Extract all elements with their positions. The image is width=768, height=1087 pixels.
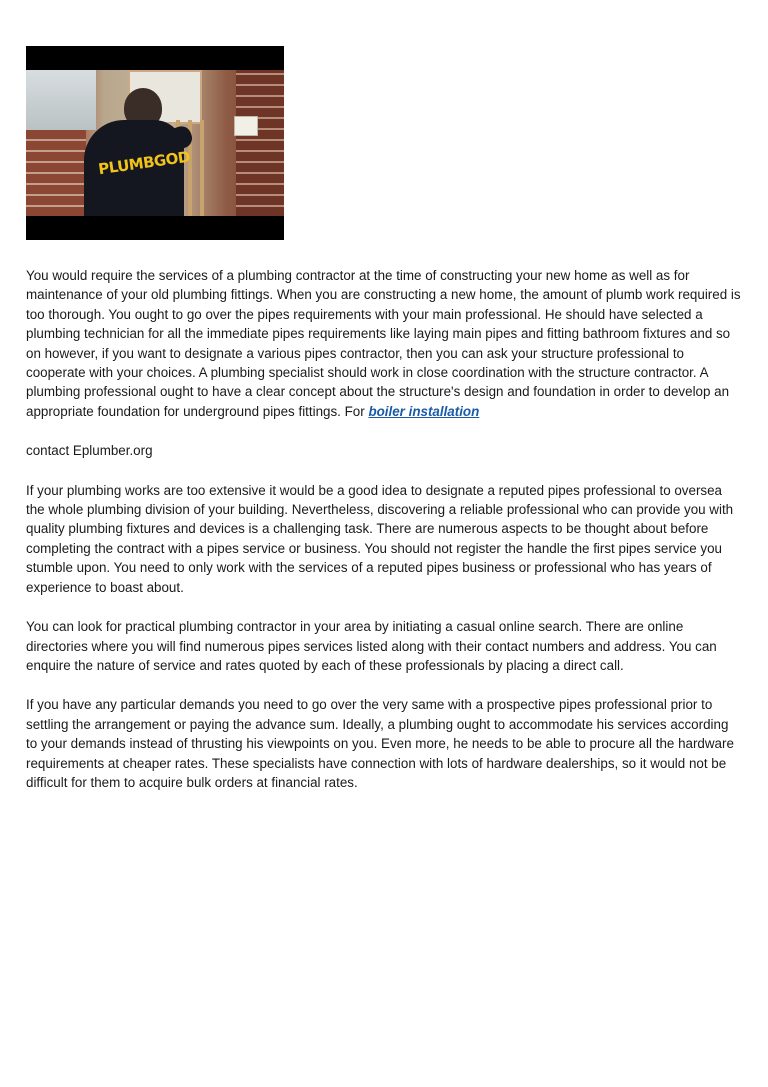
boiler-installation-link[interactable]: boiler installation xyxy=(368,403,480,419)
brick-wall-left xyxy=(26,130,86,216)
paragraph-1-text: You would require the services of a plumbing contractor at the time of constructing your new home as well as for maintenance of your old plumbing fittings. When you are constructing a new home, the amount of plumb work required is too thorough. You ought to go over the pipes requirements with your main professional. He should have selected a plumbing technician for all the immediate pipes requirements like laying main pipes and fitting bathroom fixtures and so on however, if you want to designate a various pipes contractor, then you can ask your structure professional to cooperate with your choices. A plumbing specialist should work in close coordination with the structure contractor. A plumbing professional ought to have a clear concept about the structure's design and foundation in order to develop an appropriate foundation for underground pipes fittings. For xyxy=(26,268,741,419)
wall-socket xyxy=(234,116,258,136)
plumber-figure xyxy=(84,88,194,216)
paragraph-3: If your plumbing works are too extensive it would be a good idea to designate a reputed pipes professional to oversea the whole plumbing division of your building. Nevertheless, discovering a reliable professional who can provide you with quality plumbing fixtures and devices is a challenging task. There are numerous aspects to be thought about before completing the contract with a pipes service or business. You should not register the handle the first pipes service you stumble upon. You need to only work with the services of a reputed pipes business or professional who has years of experience to boast about. xyxy=(26,482,734,595)
shirt-logo: PLUMBGOD xyxy=(97,147,191,179)
paragraph-5: If you have any particular demands you need to go over the very same with a prospective pipes professional prior to settling the arrangement or paying the advance sum. Ideally, a plumbing ought to accommodate his services according to your demands instead of thrusting his viewpoints on you. Even more, he needs to be able to procure all the hardware requirements at cheaper rates. These specialists have connection with lots of hardware dealerships, so it would not be difficult for them to acquire bulk orders at financial rates. xyxy=(26,697,734,790)
plumber-photo xyxy=(26,70,284,216)
document-page xyxy=(26,46,742,812)
brick-wall-right xyxy=(236,70,284,216)
paragraph-1 xyxy=(26,266,742,421)
article-body xyxy=(26,266,742,792)
copper-pipe xyxy=(200,120,204,216)
paragraph-2: contact Eplumber.org xyxy=(26,443,153,459)
paragraph-4: You can look for practical plumbing contractor in your area by initiating a casual online search. There are online directories where you will find numerous pipes services listed along with their contact numbers and address. You can enquire the nature of service and rates quoted by each of these professionals by placing a direct call. xyxy=(26,619,717,673)
video-thumbnail[interactable] xyxy=(26,46,284,240)
